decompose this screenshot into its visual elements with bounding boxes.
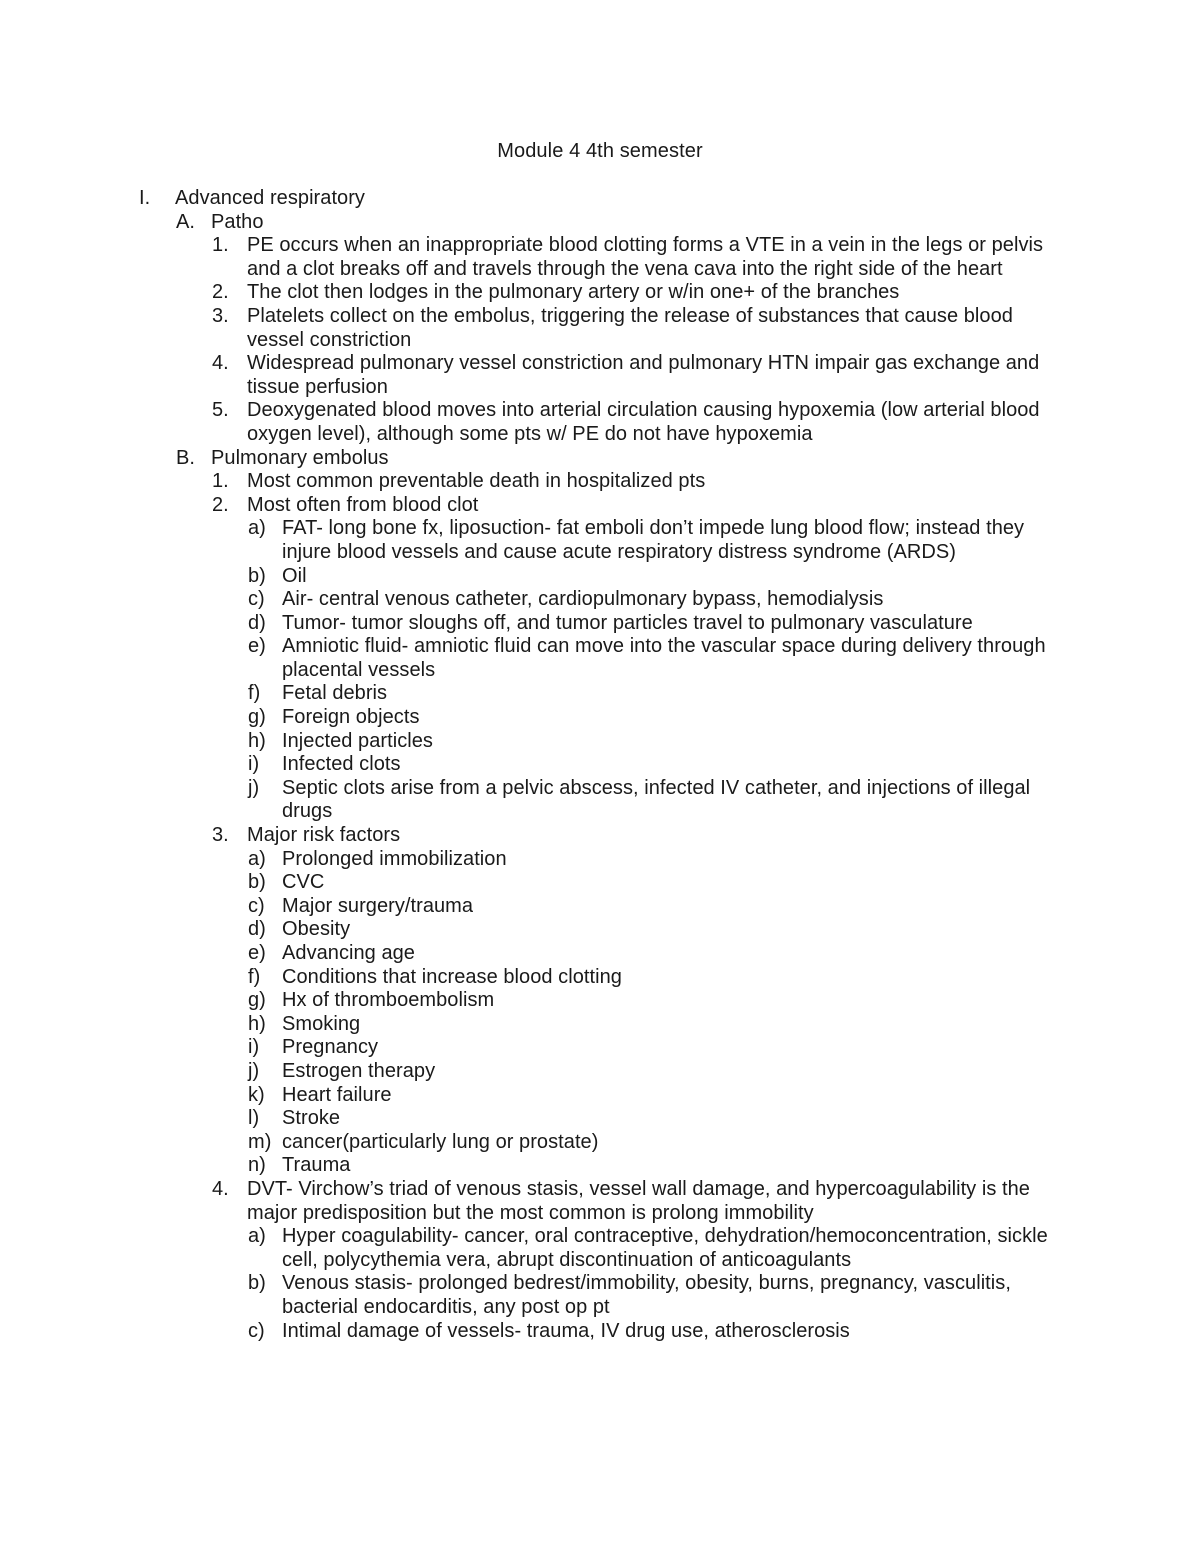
sub-list-item [0, 1154, 1200, 1178]
list-item-marker: 4. [212, 1177, 229, 1200]
sub-list-item-marker: i) [248, 1036, 260, 1059]
sub-list-item [0, 635, 1200, 682]
sub-list-item-text: Smoking [282, 1012, 361, 1035]
sub-list-item-text: Conditions that increase blood clotting [282, 965, 622, 988]
sub-list-item-text: Air- central venous catheter, cardiopulmonary bypass, hemodialysis [282, 588, 884, 611]
sub-list-item [0, 706, 1200, 730]
list-item-marker: 2. [212, 493, 229, 516]
sub-list-item [0, 1131, 1200, 1155]
outline-body [0, 187, 1200, 1343]
list-item-marker: 1. [212, 470, 229, 493]
list-item-text: The clot then lodges in the pulmonary artery or w/in one+ of the branches [247, 281, 900, 304]
sub-list-item-text: Foreign objects [282, 706, 420, 729]
sub-list-item [0, 1084, 1200, 1108]
list-item-text: Widespread pulmonary vessel constriction and pulmonary HTN impair gas exchange and tissue perfusion [247, 352, 1040, 398]
sub-list-item [0, 871, 1200, 895]
list-item-marker: 4. [212, 352, 229, 375]
sub-list-item-marker: f) [248, 682, 261, 705]
list-item-marker: 5. [212, 399, 229, 422]
sub-list-item-marker: a) [248, 517, 266, 540]
sub-list-item-text: Fetal debris [282, 682, 388, 705]
sub-list-item-marker: h) [248, 729, 266, 752]
sub-list-item-marker: j) [248, 1059, 260, 1082]
sub-list-item-marker: g) [248, 706, 266, 729]
subsection-heading-marker: A. [176, 210, 195, 233]
subsection-heading-marker: B. [176, 446, 195, 469]
sub-list-item [0, 918, 1200, 942]
list-item [0, 352, 1200, 399]
sub-list-item-text: Intimal damage of vessels- trauma, IV drug use, atherosclerosis [282, 1319, 850, 1342]
sub-list-item-text: Obesity [282, 918, 351, 941]
sub-list-item-marker: e) [248, 635, 266, 658]
sub-list-item-text: Pregnancy [282, 1036, 379, 1059]
list-item-text: Platelets collect on the embolus, triggering the release of substances that cause blood vessel constriction [247, 304, 1013, 351]
section-heading-marker: I. [139, 187, 151, 209]
sub-list-item-marker: d) [248, 611, 266, 634]
sub-list-item [0, 1013, 1200, 1037]
sub-list-item [0, 989, 1200, 1013]
sub-list-item [0, 1272, 1200, 1319]
sub-list-item-text: Septic clots arise from a pelvic abscess, infected IV catheter, and injections of illegal drugs [282, 776, 1031, 823]
sub-list-item-text: Infected clots [282, 753, 401, 776]
subsection-heading-text: Pulmonary embolus [211, 446, 389, 469]
list-item-marker: 3. [212, 304, 229, 327]
sub-list-item-text: Tumor- tumor sloughs off, and tumor particles travel to pulmonary vasculature [282, 611, 973, 634]
sub-list-item-marker: c) [248, 588, 265, 611]
sub-list-item-text: Venous stasis- prolonged bedrest/immobility, obesity, burns, pregnancy, vasculitis, bacterial endocarditis, any post op pt [282, 1272, 1011, 1318]
sub-list-item-marker: d) [248, 918, 266, 941]
list-item [0, 470, 1200, 494]
subsection-heading [0, 447, 1200, 471]
sub-list-item [0, 777, 1200, 824]
sub-list-item-marker: k) [248, 1083, 265, 1106]
sub-list-item-marker: a) [248, 1225, 266, 1248]
sub-list-item-marker: b) [248, 1272, 266, 1295]
page-title: Module 4 4th semester [497, 140, 703, 162]
list-item-marker: 3. [212, 824, 229, 847]
subsection-heading [0, 211, 1200, 235]
list-item [0, 824, 1200, 848]
sub-list-item-text: cancer(particularly lung or prostate) [282, 1130, 599, 1153]
sub-list-item [0, 895, 1200, 919]
sub-list-item-text: Trauma [282, 1154, 351, 1177]
sub-list-item-marker: l) [248, 1107, 260, 1130]
sub-list-item [0, 730, 1200, 754]
sub-list-item [0, 1225, 1200, 1272]
list-item-marker: 1. [212, 234, 229, 257]
sub-list-item-marker: h) [248, 1012, 266, 1035]
sub-list-item-text: Prolonged immobilization [282, 847, 507, 870]
sub-list-item-text: Stroke [282, 1107, 341, 1130]
list-item [0, 305, 1200, 352]
sub-list-item [0, 1060, 1200, 1084]
sub-list-item-text: Heart failure [282, 1083, 392, 1106]
sub-list-item [0, 942, 1200, 966]
sub-list-item-marker: i) [248, 753, 260, 776]
sub-list-item [0, 1036, 1200, 1060]
sub-list-item-text: FAT- long bone fx, liposuction- fat emboli don’t impede lung blood flow; instead they injure blood vessels and cause acute respiratory distress syndrome (ARDS) [282, 517, 1025, 563]
sub-list-item-marker: c) [248, 894, 265, 917]
list-item [0, 234, 1200, 281]
sub-list-item [0, 966, 1200, 990]
section-heading-text: Advanced respiratory [175, 187, 365, 209]
sub-list-item-marker: c) [248, 1319, 265, 1342]
sub-list-item [0, 612, 1200, 636]
sub-list-item-marker: m) [248, 1130, 272, 1153]
sub-list-item-marker: n) [248, 1154, 266, 1177]
sub-list-item-marker: f) [248, 965, 261, 988]
list-item-text: DVT- Virchow’s triad of venous stasis, vessel wall damage, and hypercoagulability is the major predisposition but the most common is prolong immobility [247, 1177, 1030, 1224]
list-item [0, 494, 1200, 518]
sub-list-item-text: Hx of thromboembolism [282, 989, 495, 1012]
sub-list-item-marker: a) [248, 847, 266, 870]
sub-list-item [0, 588, 1200, 612]
sub-list-item-marker: g) [248, 989, 266, 1012]
list-item [0, 399, 1200, 446]
sub-list-item [0, 565, 1200, 589]
sub-list-item-text: Oil [282, 564, 307, 587]
sub-list-item [0, 1320, 1200, 1344]
sub-list-item [0, 517, 1200, 564]
list-item [0, 1178, 1200, 1225]
list-item-text: Major risk factors [247, 824, 401, 847]
sub-list-item-text: Hyper coagulability- cancer, oral contraceptive, dehydration/hemoconcentration, sickle cell, polycythemia vera, abrupt discontinuation of anticoagulants [282, 1225, 1048, 1271]
list-item-text: Most common preventable death in hospitalized pts [247, 470, 706, 493]
sub-list-item-text: Amniotic fluid- amniotic fluid can move into the vascular space during delivery through placental vessels [282, 635, 1046, 681]
list-item [0, 281, 1200, 305]
sub-list-item [0, 753, 1200, 777]
sub-list-item-marker: e) [248, 942, 266, 964]
sub-list-item-text: CVC [282, 871, 325, 894]
section-heading [0, 187, 1200, 211]
sub-list-item-marker: b) [248, 871, 266, 894]
sub-list-item-text: Injected particles [282, 729, 433, 752]
sub-list-item-text: Major surgery/trauma [282, 894, 474, 917]
list-item-text: Most often from blood clot [247, 493, 479, 516]
sub-list-item [0, 848, 1200, 872]
list-item-text: PE occurs when an inappropriate blood clotting forms a VTE in a vein in the legs or pelvis and a clot breaks off and travels through the vena cava into the right side of the heart [247, 234, 1044, 280]
subsection-heading-text: Patho [211, 210, 264, 233]
sub-list-item-text: Advancing age [282, 942, 415, 964]
list-item-marker: 2. [212, 281, 229, 304]
sub-list-item [0, 682, 1200, 706]
sub-list-item-marker: j) [248, 776, 260, 799]
list-item-text: Deoxygenated blood moves into arterial circulation causing hypoxemia (low arterial blood oxygen level), although some pts w/ PE do not have hypoxemia [247, 399, 1040, 445]
sub-list-item-text: Estrogen therapy [282, 1059, 436, 1082]
sub-list-item-marker: b) [248, 564, 266, 587]
sub-list-item [0, 1107, 1200, 1131]
